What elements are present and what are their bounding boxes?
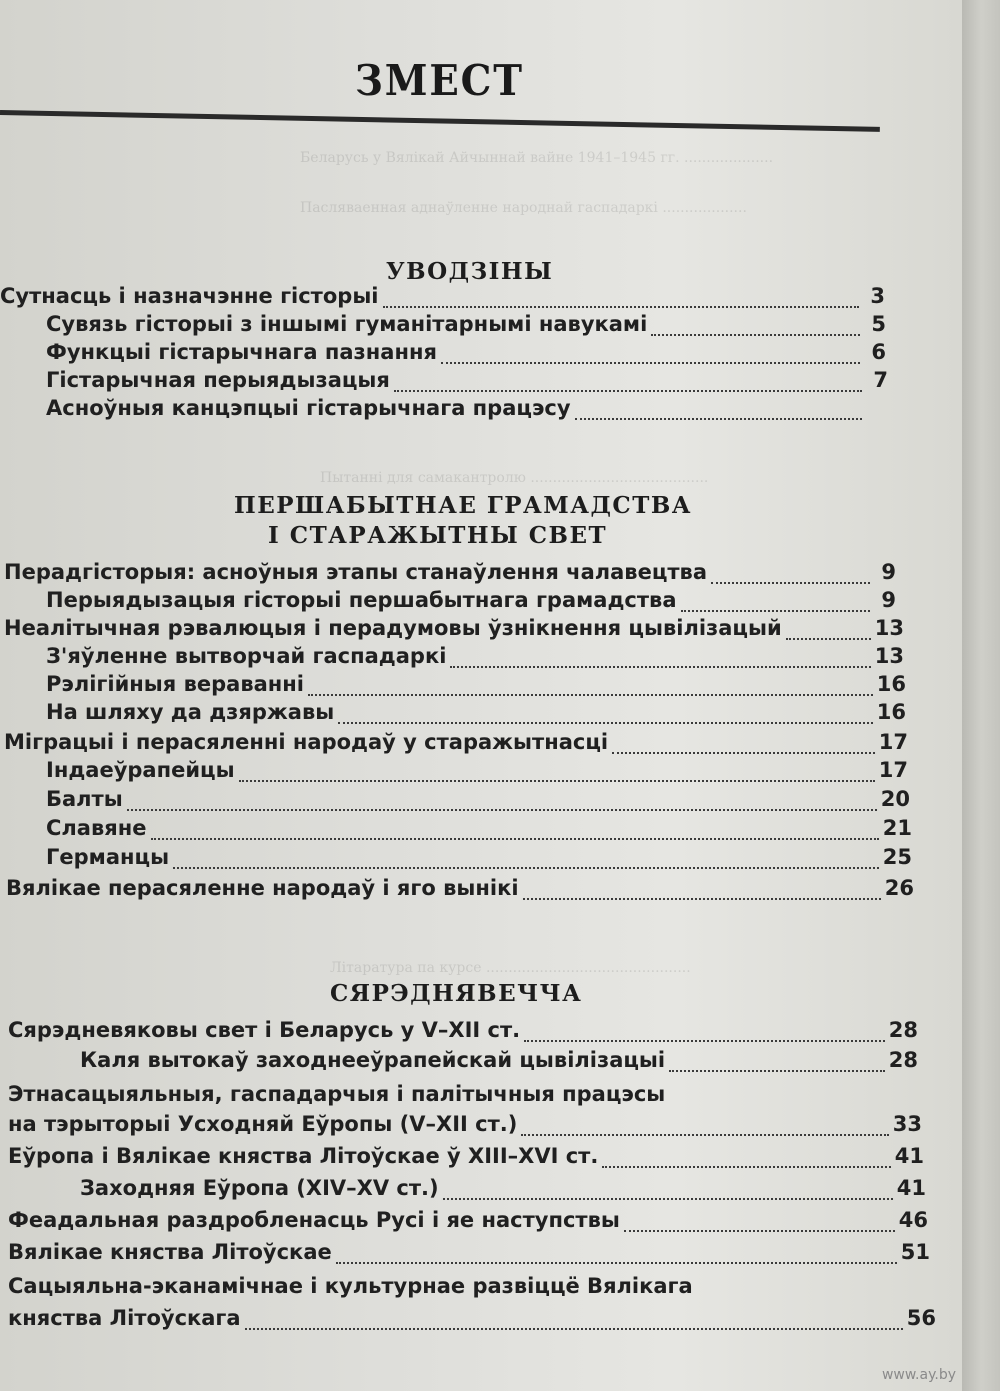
toc-entry-page: 25 xyxy=(882,845,912,869)
toc-leader-dots xyxy=(521,1133,888,1136)
toc-entry-page: 16 xyxy=(876,700,906,724)
toc-leader-dots xyxy=(151,837,879,840)
toc-entry-label: Славяне xyxy=(46,816,147,840)
toc-entry-label: Балты xyxy=(46,787,123,811)
toc-entry-label: Заходняя Еўропа (XIV–XV ст.) xyxy=(80,1176,439,1200)
toc-entry[interactable] xyxy=(46,588,896,618)
toc-entry[interactable] xyxy=(46,787,910,817)
toc-leader-dots xyxy=(338,721,873,724)
toc-entry-page: 13 xyxy=(874,644,904,668)
toc-entry-label: Сярэдневяковы свет і Беларусь у V–XII ст. xyxy=(8,1018,521,1042)
page-title: ЗМЕСТ xyxy=(355,56,524,105)
toc-entry-page: 28 xyxy=(888,1018,918,1042)
toc-entry-page: 7 xyxy=(873,368,888,392)
toc-leader-dots xyxy=(394,389,862,392)
toc-entry-page: 41 xyxy=(894,1144,924,1168)
toc-entry-label: Этнасацыяльныя, гаспадарчыя і палітычныя працэсы xyxy=(8,1082,666,1106)
toc-leader-dots xyxy=(612,751,875,754)
toc-leader-dots xyxy=(681,609,870,612)
toc-entry-page: 41 xyxy=(896,1176,926,1200)
toc-entry-label: Перадгісторыя: асноўныя этапы станаўлення чалавецтва xyxy=(4,560,708,584)
toc-entry-page: 20 xyxy=(880,787,910,811)
toc-leader-dots xyxy=(575,417,862,420)
toc-entry-label: Індаеўрапейцы xyxy=(46,758,235,782)
toc-entry-page: 17 xyxy=(878,730,908,754)
toc-entry-label: княства Літоўскага xyxy=(8,1306,241,1330)
toc-leader-dots xyxy=(786,637,871,640)
toc-entry[interactable] xyxy=(46,758,908,788)
toc-entry[interactable] xyxy=(46,312,886,342)
toc-entry-label: Еўропа і Вялікае княства Літоўскае ў XIII–XVI ст. xyxy=(8,1144,599,1168)
toc-entry[interactable] xyxy=(8,1274,932,1304)
toc-entry-page: 33 xyxy=(892,1112,922,1136)
toc-leader-dots xyxy=(441,361,860,364)
toc-entry[interactable] xyxy=(8,1144,924,1174)
section-title-prehistory-line2: І СТАРАЖЫТНЫ СВЕТ xyxy=(268,522,608,549)
watermark: www.ay.by xyxy=(881,1367,956,1383)
toc-entry-label: Сувязь гісторыі з іншымі гуманітарнымі навукамі xyxy=(46,312,648,336)
toc-entry[interactable] xyxy=(8,1240,930,1270)
section-title-prehistory-line1: ПЕРШАБЫТНАЕ ГРАМАДСТВА xyxy=(234,492,692,519)
toc-entry-label: на тэрыторыі Усходняй Еўропы (V–XII ст.) xyxy=(8,1112,518,1136)
toc-entry-page: 28 xyxy=(888,1048,918,1072)
toc-leader-dots xyxy=(383,305,859,308)
toc-leader-dots xyxy=(443,1197,893,1200)
toc-entry[interactable] xyxy=(4,616,904,646)
toc-entry[interactable] xyxy=(8,1082,920,1112)
toc-entry[interactable] xyxy=(80,1176,926,1206)
toc-entry-label: Сутнасць і назначэнне гісторыі xyxy=(0,284,379,308)
toc-entry[interactable] xyxy=(46,816,912,846)
toc-entry-page: 26 xyxy=(884,876,914,900)
toc-entry[interactable] xyxy=(46,396,888,426)
toc-entry-page: 9 xyxy=(881,560,896,584)
toc-leader-dots xyxy=(669,1069,885,1072)
toc-entry-page: 5 xyxy=(871,312,886,336)
toc-entry-page: 17 xyxy=(878,758,908,782)
toc-entry[interactable] xyxy=(46,644,904,674)
toc-entry-label: Асноўныя канцэпцыі гістарычнага працэсу xyxy=(46,396,571,420)
toc-entry-label: Вялікае княства Літоўскае xyxy=(8,1240,332,1264)
toc-entry[interactable] xyxy=(6,876,914,906)
toc-entry[interactable] xyxy=(4,730,908,760)
book-page-edge xyxy=(962,0,1000,1391)
book-page: Беларусь у Вялікай Айчыннай вайне 1941–1945 гг. .................... Пасляваенная аднаўленне народнай гаспадаркі ................... Пытанні для самакантролю ........................................ Літаратура па курсе .............................................. ЗМЕСТ УВОДЗІНЫ Сутнасць і назначэнне гісторыі 3 Сувязь гісторыі з іншымі гуманітарнымі навукамі 5 Функцыі гістарычнага пазнання 6 Гістарычная перыядызацыя 7 Асноўныя канцэпцыі гістарычнага працэсу ПЕРШАБЫТНАЕ ГРАМАДСТВА І СТАРАЖЫТНЫ СВЕТ Перадгісторыя: асноўныя этапы станаўлення чалавецтва 9 Перыядызацыя гісторыі першабытнага грамадства 9 Неалітычная рэвалюцыя і перадумовы ўзнікнення цывілізацый 13 З'яўленне вытворчай гаспадаркі 13 Рэлігійныя вераванні 16 На шляху да дзяржавы 16 Міграцыі і перасяленні народаў у старажытнасці 17 Індаеўрапейцы 17 Балты 20 Славяне 21 Германцы 25 Вялікае перасяленне народаў і яго вынікі 26 СЯРЭДНЯВЕЧЧА Сярэдневяковы свет і Беларусь у V–XII ст. 28 Каля вытокаў заходнееўрапейскай цывілізацыі 28 Этнасацыяльныя, гаспадарчыя і палітычныя працэсы на тэрыторыі Усходняй Еўропы (V–XII ст.) 33 Еўропа і Вялікае княства Літоўскае ў XIII–XVI ст. 41 Заходняя Еўропа (XIV–XV ст.) 41 Феадальная раздробленасць Русі і яе наступствы 46 Вялікае княства Літоўскае 51 Сацыяльна-эканамічнае і культурнае развіццё Вялікага княства Літоўскага 56 xyxy=(0,0,962,1391)
toc-entry[interactable] xyxy=(46,700,906,730)
toc-leader-dots xyxy=(651,333,860,336)
toc-entry-label: Германцы xyxy=(46,845,170,869)
toc-entry-label: Вялікае перасяленне народаў і яго вынікі xyxy=(6,876,519,900)
toc-entry-label: З'яўленне вытворчай гаспадаркі xyxy=(46,644,447,668)
toc-leader-dots xyxy=(711,581,870,584)
toc-leader-dots xyxy=(450,665,870,668)
section-title-intro: УВОДЗІНЫ xyxy=(386,258,554,285)
toc-entry[interactable] xyxy=(0,284,885,314)
toc-entry-page: 6 xyxy=(871,340,886,364)
toc-entry-label: Феадальная раздробленасць Русі і яе наступствы xyxy=(8,1208,620,1232)
toc-entry-page: 21 xyxy=(882,816,912,840)
toc-leader-dots xyxy=(523,897,881,900)
toc-entry-label: Сацыяльна-эканамічнае і культурнае развіццё Вялікага xyxy=(8,1274,693,1298)
toc-entry-label: Міграцыі і перасяленні народаў у старажытнасці xyxy=(4,730,609,754)
toc-entry-page: 9 xyxy=(881,588,896,612)
toc-entry[interactable] xyxy=(4,560,896,590)
toc-entry[interactable] xyxy=(8,1208,928,1238)
toc-entry-page: 46 xyxy=(898,1208,928,1232)
header-rule xyxy=(0,110,880,132)
toc-entry[interactable] xyxy=(8,1018,918,1048)
toc-leader-dots xyxy=(245,1327,903,1330)
toc-leader-dots xyxy=(602,1165,890,1168)
toc-entry-label: Каля вытокаў заходнееўрапейскай цывілізацыі xyxy=(80,1048,666,1072)
toc-leader-dots xyxy=(239,779,875,782)
toc-leader-dots xyxy=(524,1039,885,1042)
toc-entry[interactable] xyxy=(46,672,906,702)
section-title-middle-ages: СЯРЭДНЯВЕЧЧА xyxy=(330,980,583,1007)
toc-entry-page: 13 xyxy=(874,616,904,640)
toc-leader-dots xyxy=(127,808,877,811)
toc-leader-dots xyxy=(308,693,873,696)
toc-entry-page: 51 xyxy=(900,1240,930,1264)
toc-leader-dots xyxy=(624,1229,895,1232)
toc-entry[interactable] xyxy=(8,1112,922,1142)
toc-entry[interactable] xyxy=(46,368,888,398)
toc-entry-label: Гістарычная перыядызацыя xyxy=(46,368,390,392)
toc-leader-dots xyxy=(336,1261,897,1264)
toc-entry[interactable] xyxy=(46,845,912,875)
toc-entry-label: Неалітычная рэвалюцыя і перадумовы ўзнікнення цывілізацый xyxy=(4,616,782,640)
toc-entry-page: 3 xyxy=(870,284,885,308)
toc-entry[interactable] xyxy=(80,1048,918,1078)
toc-leader-dots xyxy=(173,866,879,869)
toc-entry-label: Рэлігійныя вераванні xyxy=(46,672,305,696)
toc-entry-label: На шляху да дзяржавы xyxy=(46,700,335,724)
toc-entry[interactable] xyxy=(46,340,886,370)
contents-header xyxy=(0,48,880,118)
toc-entry-label: Перыядызацыя гісторыі першабытнага грамадства xyxy=(46,588,677,612)
toc-entry[interactable] xyxy=(8,1306,936,1336)
toc-entry-page: 56 xyxy=(906,1306,936,1330)
toc-entry-label: Функцыі гістарычнага пазнання xyxy=(46,340,437,364)
toc-entry-page: 16 xyxy=(876,672,906,696)
